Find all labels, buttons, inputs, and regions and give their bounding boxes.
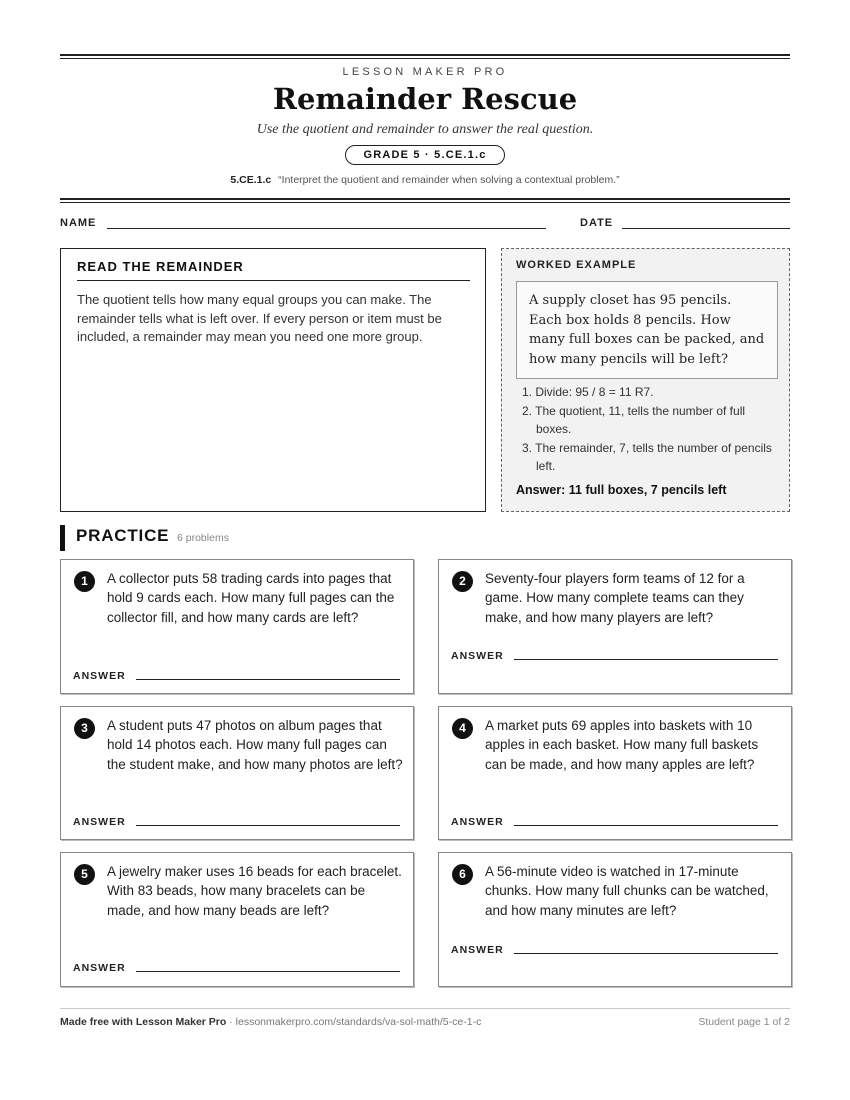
answer-field[interactable]: [136, 679, 400, 680]
problem-card-3: [60, 706, 414, 840]
header-top-rule: [60, 54, 790, 59]
answer-label: ANSWER: [451, 944, 504, 956]
problem-text: A student puts 47 photos on album pages that hold 14 photos each. How many full pages can the student make, and how many photos are left?: [107, 718, 403, 772]
problem-text: Seventy-four players form teams of 12 for a game. How many complete teams can they make, and how many players are left?: [485, 571, 745, 625]
date-field[interactable]: [622, 228, 790, 229]
standard-code: 5.CE.1.c: [230, 174, 272, 186]
worksheet-title: Remainder Rescue: [272, 82, 578, 116]
practice-count: 6 problems: [177, 532, 229, 544]
answer-label: ANSWER: [73, 962, 126, 974]
problem-number: 4: [452, 718, 473, 739]
worked-step: 2. The quotient, 11, tells the number of full boxes.: [522, 404, 746, 436]
footer-page-number: Student page 1 of 2: [698, 1016, 790, 1028]
problem-card-4: [438, 706, 792, 840]
worked-example-steps: [516, 383, 780, 476]
problem-number: 1: [74, 571, 95, 592]
problem-number: 6: [452, 864, 473, 885]
worked-example-box: [501, 248, 790, 512]
footer-made-with: Made free with Lesson Maker Pro: [60, 1016, 227, 1028]
problem-text: A jewelry maker uses 16 beads for each bracelet. With 83 beads, how many bracelets can be made, and how many beads are left?: [107, 864, 402, 918]
problem-number: 3: [74, 718, 95, 739]
answer-field[interactable]: [514, 825, 778, 826]
answer-label: ANSWER: [73, 670, 126, 682]
problem-card-6: [438, 852, 792, 987]
grade-badge-wrap: [60, 145, 790, 165]
practice-title: PRACTICE: [76, 526, 170, 545]
worksheet-subtitle: Use the quotient and remainder to answer the real question.: [256, 122, 594, 137]
footer-credit: [60, 1016, 481, 1028]
answer-label: ANSWER: [451, 650, 504, 662]
worked-example-heading: WORKED EXAMPLE: [516, 259, 637, 271]
practice-accent-bar: [60, 525, 65, 551]
header-bottom-rule: [60, 198, 790, 203]
footer-url: · lessonmakerpro.com/standards/va-sol-math/5-ce-1-c: [226, 1016, 482, 1028]
brand-name: LESSON MAKER PRO: [342, 66, 508, 78]
worked-step: 1. Divide: 95 / 8 = 11 R7.: [522, 385, 654, 399]
problem-text: A 56-minute video is watched in 17-minute chunks. How many full chunks can be watched, and how many minutes are left?: [485, 864, 769, 918]
problem-text: A collector puts 58 trading cards into pages that hold 9 cards each. How many full pages can the collector fill, and how many cards are left?: [107, 571, 395, 625]
answer-label: ANSWER: [451, 816, 504, 828]
standard-text: “Interpret the quotient and remainder when solving a contextual problem.”: [278, 174, 620, 186]
problem-card-2: [438, 559, 792, 694]
problem-number: 5: [74, 864, 95, 885]
name-label: NAME: [60, 217, 97, 229]
answer-field[interactable]: [514, 659, 778, 660]
worked-example-answer: Answer: 11 full boxes, 7 pencils left: [516, 483, 727, 497]
answer-label: ANSWER: [73, 816, 126, 828]
problem-card-1: [60, 559, 414, 694]
read-box-heading: READ THE REMAINDER: [77, 259, 470, 281]
worked-example-question: A supply closet has 95 pencils. Each box holds 8 pencils. How many full boxes can be packed, and how many pencils will be left?: [516, 281, 778, 379]
read-box-body: The quotient tells how many equal groups you can make. The remainder tells what is left over. If every person or item must be included, a remainder may mean you need one more group.: [77, 292, 442, 344]
worksheet-page: [60, 0, 790, 1100]
name-field[interactable]: [107, 228, 546, 229]
read-the-remainder-box: [60, 248, 486, 512]
standard-line: [60, 174, 790, 186]
worked-step: 3. The remainder, 7, tells the number of pencils left.: [522, 441, 772, 473]
answer-field[interactable]: [136, 825, 400, 826]
date-label: DATE: [580, 217, 614, 229]
grade-badge: GRADE 5 · 5.CE.1.c: [345, 145, 504, 165]
problem-number: 2: [452, 571, 473, 592]
footer-rule: [60, 1008, 790, 1009]
answer-field[interactable]: [136, 971, 400, 972]
answer-field[interactable]: [514, 953, 778, 954]
problem-text: A market puts 69 apples into baskets with 10 apples in each basket. How many full baskets can be made, and how many apples are left?: [485, 718, 759, 772]
problem-card-5: [60, 852, 414, 987]
